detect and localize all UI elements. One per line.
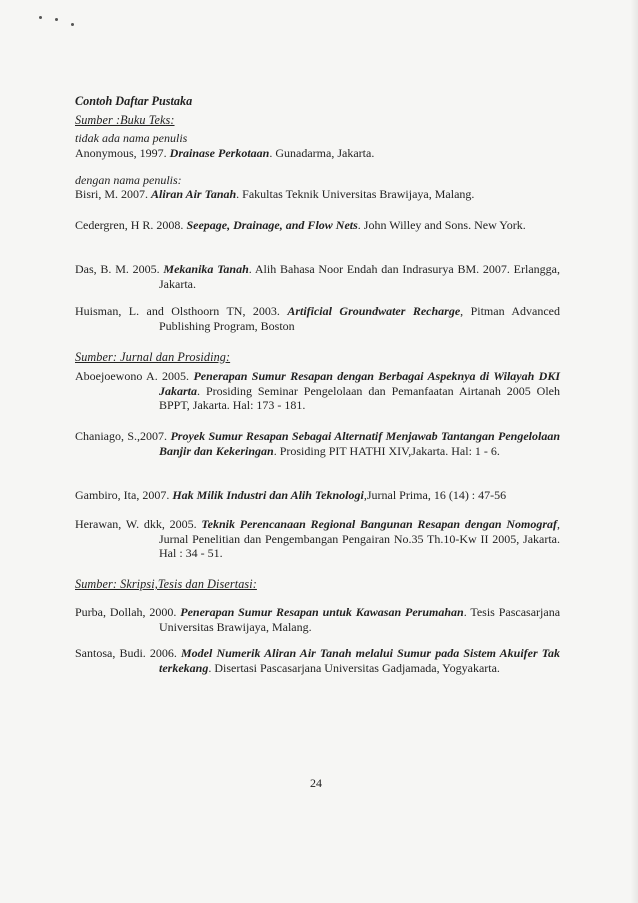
reference-title: Proyek Sumur Resapan Sebagai Alternatif Menjawab Tantangan Pengelolaan Banjir dan Kekeringan [159,429,560,458]
reference-title: Hak Milik Industri dan Alih Teknologi [172,488,364,502]
section-heading-jurnal: Sumber: Jurnal dan Prosiding: [75,350,231,364]
scan-speck [39,16,42,19]
reference-author: Anonymous, 1997. [75,146,170,160]
reference-details: . Gunadarma, Jakarta. [269,146,375,160]
reference-author: Bisri, M. 2007. [75,187,152,201]
section-heading-skripsi: Sumber: Skripsi,Tesis dan Disertasi: [75,577,257,591]
reference-entry [75,262,560,291]
reference-title: Aliran Air Tanah [151,187,237,201]
scan-speck [55,18,58,21]
reference-entry [75,218,560,233]
reference-author: Purba, Dollah, 2000. [75,605,181,619]
reference-entry [75,488,560,503]
section-heading-buku: Sumber :Buku Teks: [75,113,175,127]
reference-title: Seepage, Drainage, and Flow Nets [186,218,358,232]
reference-entry [75,646,560,675]
reference-details: . Alih Bahasa Noor Endah dan Indrasurya BM. 2007. Erlangga, Jakarta. [159,262,560,291]
page-edge-shadow [630,0,638,903]
reference-details: ,Jurnal Prima, 16 (14) : 47-56 [363,488,507,502]
subheading-tanpa-penulis: tidak ada nama penulis [75,131,188,145]
reference-entry [75,146,560,161]
reference-entry [75,429,560,458]
reference-author: Das, B. M. 2005. [75,262,164,276]
reference-entry [75,304,560,333]
page-heading: Contoh Daftar Pustaka [75,94,193,108]
reference-title: Mekanika Tanah [163,262,249,276]
scan-speck [71,23,74,26]
reference-entry [75,369,560,413]
reference-details: , Jurnal Penelitian dan Pengembangan Pengairan No.35 Th.10-Kw II 2005, Jakarta. Hal : 34 - 51. [159,517,560,560]
reference-details: . Prosiding PIT HATHI XIV,Jakarta. Hal: 1 - 6. [273,443,500,458]
reference-title: Model Numerik Aliran Air Tanah melalui Sumur pada Sistem Akuifer Tak terkekang [159,646,560,675]
reference-title: Penerapan Sumur Resapan dengan Berbagai Aspeknya di Wilayah DKI Jakarta [159,369,560,398]
reference-author: Chaniago, S.,2007. [75,429,171,443]
reference-details: . Disertasi Pascasarjana Universitas Gadjamada, Yogyakarta. [208,660,500,675]
reference-title: Drainase Perkotaan [169,146,270,160]
reference-author: Cedergren, H R. 2008. [75,218,187,232]
reference-entry [75,517,560,561]
reference-title: Penerapan Sumur Resapan untuk Kawasan Perumahan [180,605,464,619]
reference-title: Teknik Perencanaan Regional Bangunan Resapan dengan Nomograf [201,517,557,531]
reference-title: Artificial Groundwater Recharge [287,304,461,318]
reference-details: . Tesis Pascasarjana Universitas Brawijaya, Malang. [159,605,561,634]
reference-details: . Fakultas Teknik Universitas Brawijaya, Malang. [236,187,475,201]
reference-details: . Prosiding Seminar Pengelolaan dan Pemanfaatan Airtanah 2005 Oleh BPPT, Jakarta. Hal: 173 - 181. [159,383,560,412]
reference-details: , Pitman Advanced Publishing Program, Boston [159,304,561,333]
reference-entry [75,187,560,202]
reference-author: Herawan, W. dkk, 2005. [75,517,202,531]
reference-author: Aboejoewono A. 2005. [75,369,194,383]
reference-details: . John Willey and Sons. New York. [357,218,526,232]
reference-author: Gambiro, Ita, 2007. [75,488,173,502]
page-number: 24 [310,776,322,790]
reference-author: Huisman, L. and Olsthoorn TN, 2003. [75,304,288,318]
reference-author: Santosa, Budi. 2006. [75,646,182,660]
reference-entry [75,605,560,634]
subheading-dengan-penulis: dengan nama penulis: [75,173,182,187]
